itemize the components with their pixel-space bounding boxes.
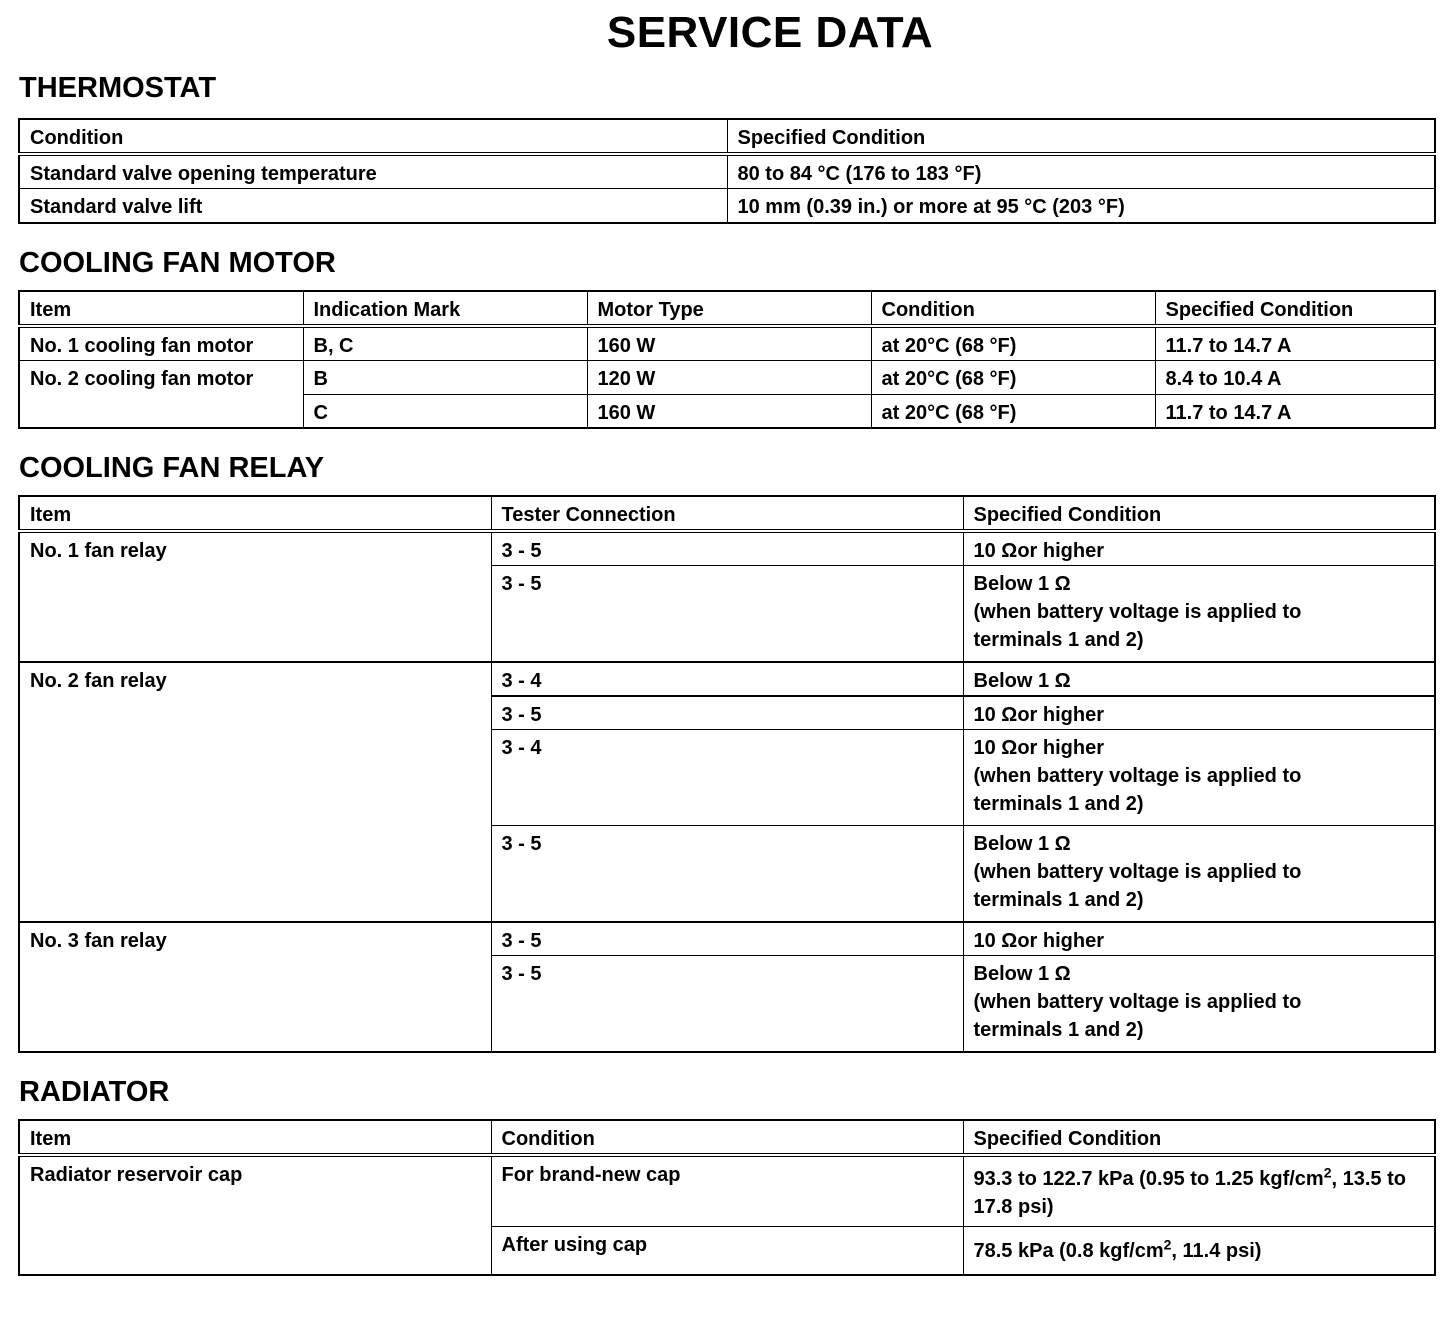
column-header: Item: [19, 291, 303, 326]
service-data-page: [18, 0, 1434, 1276]
table-cell: For brand-new cap: [491, 1155, 963, 1227]
table-header-row: [19, 119, 1435, 154]
table-cell: No. 1 fan relay: [19, 531, 491, 662]
table-cell: 3 - 5: [491, 922, 963, 956]
table-cell: 3 - 4: [491, 662, 963, 696]
table-row: [19, 326, 1435, 361]
cooling-fan-relay-section-title: COOLING FAN RELAY: [19, 452, 325, 484]
superscript: 2: [1163, 1236, 1172, 1253]
table-cell: 3 - 5: [491, 956, 963, 1052]
table-cell: No. 3 fan relay: [19, 922, 491, 1052]
table-cell: 160 W: [587, 326, 871, 361]
table-cell: 3 - 4: [491, 730, 963, 826]
column-header: Condition: [19, 119, 727, 154]
table-cell: Below 1 Ω: [963, 662, 1435, 696]
table-row: [19, 531, 1435, 566]
table-cell: Standard valve opening temperature: [19, 154, 727, 189]
table-cell: at 20°C (68 °F): [871, 394, 1155, 428]
column-header: Specified Condition: [1155, 291, 1435, 326]
cooling-fan-relay-table: [18, 495, 1436, 1053]
table-cell: No. 2 cooling fan motor: [19, 360, 303, 428]
table-cell: Below 1 Ω (when battery voltage is applied to terminals 1 and 2): [963, 956, 1435, 1052]
table-cell: 120 W: [587, 360, 871, 394]
column-header: Specified Condition: [963, 496, 1435, 531]
table-cell: [963, 1155, 1435, 1227]
table-row: [19, 360, 1435, 394]
column-header: Indication Mark: [303, 291, 587, 326]
table-cell: B, C: [303, 326, 587, 361]
spec-text: 93.3 to 122.7 kPa (0.95 to 1.25 kgf/cm: [973, 1167, 1324, 1190]
table-cell: at 20°C (68 °F): [871, 360, 1155, 394]
page-title: SERVICE DATA: [606, 8, 934, 57]
table-header-row: [19, 496, 1435, 531]
table-cell: Below 1 Ω (when battery voltage is applied to terminals 1 and 2): [963, 826, 1435, 922]
table-cell: After using cap: [491, 1227, 963, 1275]
cooling-fan-motor-section-title: COOLING FAN MOTOR: [19, 246, 336, 279]
spec-text: , 13.5 to 17.8 psi): [973, 1167, 1406, 1218]
table-cell: Standard valve lift: [19, 189, 727, 223]
table-cell: 8.4 to 10.4 A: [1155, 360, 1435, 394]
table-row: [19, 1155, 1435, 1227]
table-cell: Below 1 Ω (when battery voltage is applied to terminals 1 and 2): [963, 566, 1435, 662]
table-cell: 10 Ωor higher: [963, 531, 1435, 566]
table-cell: B: [303, 360, 587, 394]
table-cell: 160 W: [587, 394, 871, 428]
radiator-section-title: RADIATOR: [19, 1075, 170, 1108]
table-cell: 10 Ωor higher (when battery voltage is applied to terminals 1 and 2): [963, 730, 1435, 826]
table-cell: Radiator reservoir cap: [19, 1155, 491, 1275]
table-row: [19, 189, 1435, 223]
column-header: Specified Condition: [963, 1120, 1435, 1155]
spec-text: 78.5 kPa (0.8 kgf/cm: [973, 1240, 1164, 1262]
spec-text: , 11.4 psi): [1171, 1240, 1262, 1262]
thermostat-section-title: THERMOSTAT: [19, 72, 217, 104]
column-header: Tester Connection: [491, 496, 963, 531]
table-cell: [963, 1227, 1435, 1275]
radiator-table: [18, 1119, 1436, 1276]
table-cell: 11.7 to 14.7 A: [1155, 394, 1435, 428]
table-cell: 3 - 5: [491, 531, 963, 566]
thermostat-table: [18, 118, 1436, 224]
table-cell: 3 - 5: [491, 826, 963, 922]
column-header: Item: [19, 496, 491, 531]
table-cell: No. 2 fan relay: [19, 662, 491, 922]
table-cell: 10 Ωor higher: [963, 922, 1435, 956]
table-cell: 10 Ωor higher: [963, 696, 1435, 730]
table-row: [19, 922, 1435, 956]
table-cell: at 20°C (68 °F): [871, 326, 1155, 361]
table-cell: 3 - 5: [491, 696, 963, 730]
table-cell: C: [303, 394, 587, 428]
superscript: 2: [1323, 1163, 1332, 1180]
table-cell: No. 1 cooling fan motor: [19, 326, 303, 361]
column-header: Motor Type: [587, 291, 871, 326]
column-header: Item: [19, 1120, 491, 1155]
table-cell: 80 to 84 °C (176 to 183 °F): [727, 154, 1435, 189]
table-cell: 10 mm (0.39 in.) or more at 95 °C (203 °F): [727, 189, 1435, 223]
table-header-row: [19, 291, 1435, 326]
table-cell: 3 - 5: [491, 566, 963, 662]
column-header: Specified Condition: [727, 119, 1435, 154]
column-header: Condition: [491, 1120, 963, 1155]
cooling-fan-motor-table: [18, 290, 1436, 430]
column-header: Condition: [871, 291, 1155, 326]
table-row: [19, 662, 1435, 696]
table-cell: 11.7 to 14.7 A: [1155, 326, 1435, 361]
table-header-row: [19, 1120, 1435, 1155]
table-row: [19, 154, 1435, 189]
